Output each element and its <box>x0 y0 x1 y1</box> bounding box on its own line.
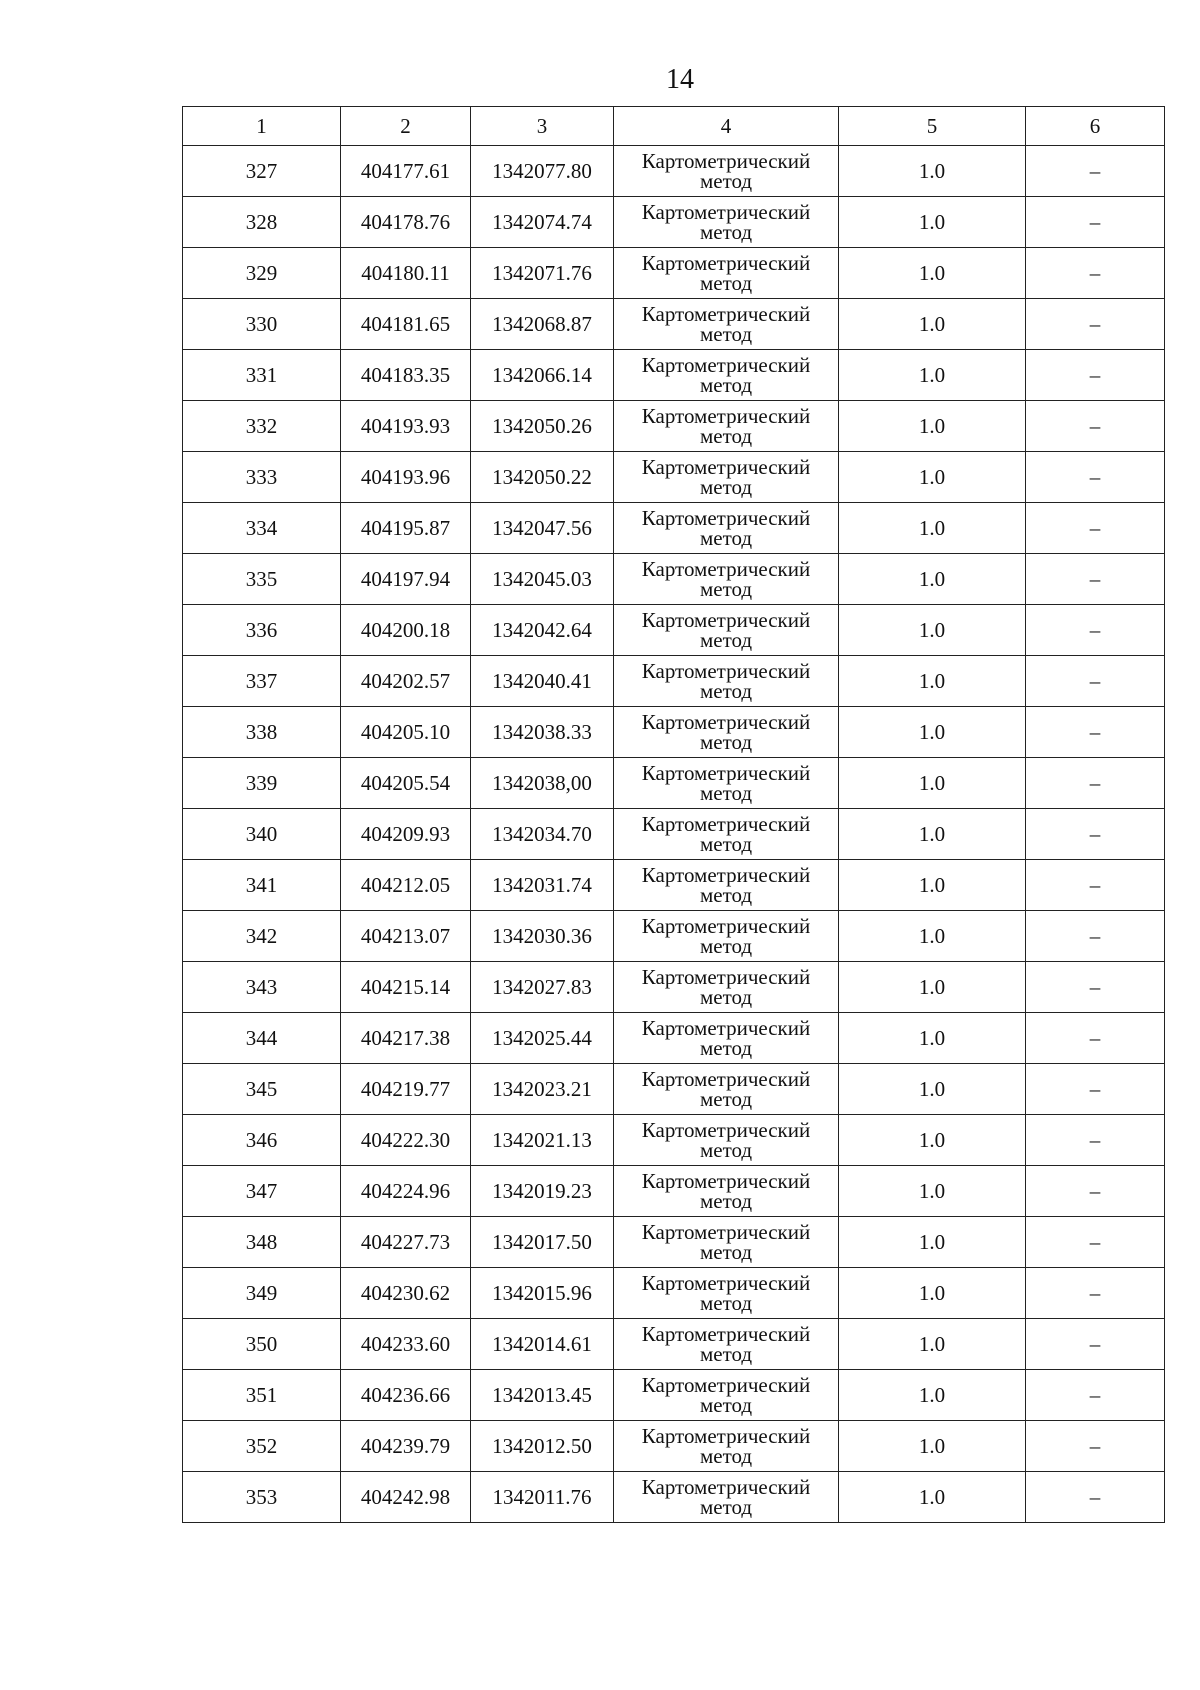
method-cell <box>614 758 839 809</box>
x-coordinate-cell: 404193.96 <box>341 452 471 503</box>
x-coordinate-cell: 404209.93 <box>341 809 471 860</box>
method-line-1: Картометрический <box>641 404 811 428</box>
y-coordinate-cell: 1342066.14 <box>471 350 614 401</box>
method-cell <box>614 1421 839 1472</box>
method-line-1: Картометрический <box>641 761 811 785</box>
method-line-1: Картометрический <box>641 1424 811 1448</box>
x-coordinate-cell: 404224.96 <box>341 1166 471 1217</box>
accuracy-cell: 1.0 <box>839 350 1026 401</box>
method-cell <box>614 1217 839 1268</box>
table-row <box>183 350 1165 401</box>
x-coordinate-cell: 404200.18 <box>341 605 471 656</box>
point-number-cell: 334 <box>183 503 341 554</box>
column-header-5: 5 <box>839 107 1026 146</box>
table-row <box>183 1013 1165 1064</box>
accuracy-cell: 1.0 <box>839 1421 1026 1472</box>
description-cell: – <box>1026 554 1165 605</box>
method-cell <box>614 809 839 860</box>
method-cell <box>614 911 839 962</box>
point-number-cell: 340 <box>183 809 341 860</box>
method-line-2: метод <box>699 934 753 958</box>
method-line-2: метод <box>699 1087 753 1111</box>
method-cell <box>614 248 839 299</box>
description-cell: – <box>1026 1472 1165 1523</box>
description-cell: – <box>1026 452 1165 503</box>
method-line-2: метод <box>699 169 753 193</box>
x-coordinate-cell: 404205.54 <box>341 758 471 809</box>
method-line-1: Картометрический <box>641 1067 811 1091</box>
method-line-1: Картометрический <box>641 149 811 173</box>
y-coordinate-cell: 1342011.76 <box>471 1472 614 1523</box>
method-line-2: метод <box>699 1138 753 1162</box>
y-coordinate-cell: 1342038,00 <box>471 758 614 809</box>
table-row <box>183 1217 1165 1268</box>
accuracy-cell: 1.0 <box>839 146 1026 197</box>
accuracy-cell: 1.0 <box>839 1319 1026 1370</box>
description-cell: – <box>1026 401 1165 452</box>
method-cell <box>614 1472 839 1523</box>
description-cell: – <box>1026 1268 1165 1319</box>
y-coordinate-cell: 1342031.74 <box>471 860 614 911</box>
method-cell <box>614 554 839 605</box>
accuracy-cell: 1.0 <box>839 299 1026 350</box>
accuracy-cell: 1.0 <box>839 1268 1026 1319</box>
point-number-cell: 331 <box>183 350 341 401</box>
method-line-2: метод <box>699 679 753 703</box>
description-cell: – <box>1026 146 1165 197</box>
y-coordinate-cell: 1342015.96 <box>471 1268 614 1319</box>
method-line-2: метод <box>699 526 753 550</box>
y-coordinate-cell: 1342034.70 <box>471 809 614 860</box>
method-cell <box>614 1013 839 1064</box>
method-line-2: метод <box>699 985 753 1009</box>
x-coordinate-cell: 404233.60 <box>341 1319 471 1370</box>
method-cell <box>614 350 839 401</box>
accuracy-cell: 1.0 <box>839 554 1026 605</box>
method-cell <box>614 656 839 707</box>
y-coordinate-cell: 1342042.64 <box>471 605 614 656</box>
y-coordinate-cell: 1342019.23 <box>471 1166 614 1217</box>
method-line-2: метод <box>699 730 753 754</box>
method-line-1: Картометрический <box>641 659 811 683</box>
y-coordinate-cell: 1342013.45 <box>471 1370 614 1421</box>
x-coordinate-cell: 404242.98 <box>341 1472 471 1523</box>
table-row <box>183 299 1165 350</box>
method-cell <box>614 1268 839 1319</box>
method-cell <box>614 707 839 758</box>
table-row <box>183 605 1165 656</box>
method-line-1: Картометрический <box>641 1220 811 1244</box>
y-coordinate-cell: 1342045.03 <box>471 554 614 605</box>
accuracy-cell: 1.0 <box>839 1064 1026 1115</box>
method-line-1: Картометрический <box>641 812 811 836</box>
table-row <box>183 1421 1165 1472</box>
method-line-1: Картометрический <box>641 353 811 377</box>
method-line-1: Картометрический <box>641 455 811 479</box>
description-cell: – <box>1026 299 1165 350</box>
method-cell <box>614 299 839 350</box>
accuracy-cell: 1.0 <box>839 1370 1026 1421</box>
point-number-cell: 328 <box>183 197 341 248</box>
method-line-2: метод <box>699 1291 753 1315</box>
description-cell: – <box>1026 707 1165 758</box>
y-coordinate-cell: 1342074.74 <box>471 197 614 248</box>
table-row <box>183 1319 1165 1370</box>
point-number-cell: 353 <box>183 1472 341 1523</box>
point-number-cell: 346 <box>183 1115 341 1166</box>
method-line-2: метод <box>699 1393 753 1417</box>
description-cell: – <box>1026 860 1165 911</box>
y-coordinate-cell: 1342040.41 <box>471 656 614 707</box>
description-cell: – <box>1026 1217 1165 1268</box>
method-line-2: метод <box>699 271 753 295</box>
description-cell: – <box>1026 911 1165 962</box>
description-cell: – <box>1026 962 1165 1013</box>
x-coordinate-cell: 404195.87 <box>341 503 471 554</box>
point-number-cell: 342 <box>183 911 341 962</box>
table-row <box>183 503 1165 554</box>
x-coordinate-cell: 404202.57 <box>341 656 471 707</box>
description-cell: – <box>1026 1421 1165 1472</box>
x-coordinate-cell: 404212.05 <box>341 860 471 911</box>
table-row <box>183 1064 1165 1115</box>
accuracy-cell: 1.0 <box>839 1115 1026 1166</box>
accuracy-cell: 1.0 <box>839 962 1026 1013</box>
accuracy-cell: 1.0 <box>839 758 1026 809</box>
method-cell <box>614 452 839 503</box>
method-line-2: метод <box>699 1189 753 1213</box>
x-coordinate-cell: 404230.62 <box>341 1268 471 1319</box>
description-cell: – <box>1026 1166 1165 1217</box>
point-number-cell: 335 <box>183 554 341 605</box>
x-coordinate-cell: 404215.14 <box>341 962 471 1013</box>
point-number-cell: 345 <box>183 1064 341 1115</box>
accuracy-cell: 1.0 <box>839 860 1026 911</box>
method-cell <box>614 197 839 248</box>
y-coordinate-cell: 1342071.76 <box>471 248 614 299</box>
x-coordinate-cell: 404239.79 <box>341 1421 471 1472</box>
accuracy-cell: 1.0 <box>839 1166 1026 1217</box>
method-line-1: Картометрический <box>641 251 811 275</box>
method-line-2: метод <box>699 1495 753 1519</box>
accuracy-cell: 1.0 <box>839 1217 1026 1268</box>
accuracy-cell: 1.0 <box>839 809 1026 860</box>
y-coordinate-cell: 1342030.36 <box>471 911 614 962</box>
method-line-2: метод <box>699 475 753 499</box>
page-number: 14 <box>666 64 694 95</box>
method-line-1: Картометрический <box>641 608 811 632</box>
accuracy-cell: 1.0 <box>839 401 1026 452</box>
y-coordinate-cell: 1342012.50 <box>471 1421 614 1472</box>
column-header-2: 2 <box>341 107 471 146</box>
y-coordinate-cell: 1342017.50 <box>471 1217 614 1268</box>
table-header-row <box>183 107 1165 146</box>
table-row <box>183 860 1165 911</box>
method-line-1: Картометрический <box>641 200 811 224</box>
method-line-1: Картометрический <box>641 914 811 938</box>
table-row <box>183 758 1165 809</box>
method-line-1: Картометрический <box>641 557 811 581</box>
accuracy-cell: 1.0 <box>839 248 1026 299</box>
method-cell <box>614 146 839 197</box>
point-number-cell: 330 <box>183 299 341 350</box>
x-coordinate-cell: 404178.76 <box>341 197 471 248</box>
table-row <box>183 962 1165 1013</box>
method-cell <box>614 1115 839 1166</box>
table-row <box>183 1115 1165 1166</box>
y-coordinate-cell: 1342068.87 <box>471 299 614 350</box>
method-line-2: метод <box>699 1036 753 1060</box>
method-cell <box>614 1319 839 1370</box>
method-line-1: Картометрический <box>641 1373 811 1397</box>
point-number-cell: 341 <box>183 860 341 911</box>
description-cell: – <box>1026 248 1165 299</box>
accuracy-cell: 1.0 <box>839 1472 1026 1523</box>
method-cell <box>614 860 839 911</box>
accuracy-cell: 1.0 <box>839 911 1026 962</box>
y-coordinate-cell: 1342047.56 <box>471 503 614 554</box>
coordinates-table <box>182 106 1165 1523</box>
table-row <box>183 401 1165 452</box>
method-line-1: Картометрический <box>641 965 811 989</box>
description-cell: – <box>1026 1013 1165 1064</box>
point-number-cell: 350 <box>183 1319 341 1370</box>
point-number-cell: 337 <box>183 656 341 707</box>
method-line-1: Картометрический <box>641 1271 811 1295</box>
y-coordinate-cell: 1342038.33 <box>471 707 614 758</box>
x-coordinate-cell: 404222.30 <box>341 1115 471 1166</box>
method-line-2: метод <box>699 322 753 346</box>
x-coordinate-cell: 404197.94 <box>341 554 471 605</box>
accuracy-cell: 1.0 <box>839 605 1026 656</box>
point-number-cell: 338 <box>183 707 341 758</box>
accuracy-cell: 1.0 <box>839 197 1026 248</box>
method-line-1: Картометрический <box>641 1118 811 1142</box>
description-cell: – <box>1026 1370 1165 1421</box>
description-cell: – <box>1026 809 1165 860</box>
table-row <box>183 707 1165 758</box>
point-number-cell: 327 <box>183 146 341 197</box>
y-coordinate-cell: 1342023.21 <box>471 1064 614 1115</box>
x-coordinate-cell: 404227.73 <box>341 1217 471 1268</box>
table-row <box>183 554 1165 605</box>
method-cell <box>614 1166 839 1217</box>
point-number-cell: 351 <box>183 1370 341 1421</box>
table-row <box>183 911 1165 962</box>
method-line-2: метод <box>699 781 753 805</box>
description-cell: – <box>1026 1319 1165 1370</box>
method-line-2: метод <box>699 220 753 244</box>
table-row <box>183 656 1165 707</box>
method-line-1: Картометрический <box>641 302 811 326</box>
y-coordinate-cell: 1342050.26 <box>471 401 614 452</box>
point-number-cell: 344 <box>183 1013 341 1064</box>
point-number-cell: 343 <box>183 962 341 1013</box>
x-coordinate-cell: 404205.10 <box>341 707 471 758</box>
description-cell: – <box>1026 1115 1165 1166</box>
method-cell <box>614 401 839 452</box>
accuracy-cell: 1.0 <box>839 707 1026 758</box>
table-row <box>183 146 1165 197</box>
table-row <box>183 1370 1165 1421</box>
description-cell: – <box>1026 503 1165 554</box>
point-number-cell: 349 <box>183 1268 341 1319</box>
method-line-1: Картометрический <box>641 1016 811 1040</box>
x-coordinate-cell: 404236.66 <box>341 1370 471 1421</box>
table-body <box>183 146 1165 1523</box>
point-number-cell: 339 <box>183 758 341 809</box>
point-number-cell: 333 <box>183 452 341 503</box>
column-header-1: 1 <box>183 107 341 146</box>
description-cell: – <box>1026 350 1165 401</box>
y-coordinate-cell: 1342050.22 <box>471 452 614 503</box>
table-row <box>183 197 1165 248</box>
method-line-1: Картометрический <box>641 1475 811 1499</box>
x-coordinate-cell: 404183.35 <box>341 350 471 401</box>
method-line-2: метод <box>699 832 753 856</box>
x-coordinate-cell: 404181.65 <box>341 299 471 350</box>
y-coordinate-cell: 1342025.44 <box>471 1013 614 1064</box>
point-number-cell: 352 <box>183 1421 341 1472</box>
method-line-2: метод <box>699 373 753 397</box>
y-coordinate-cell: 1342077.80 <box>471 146 614 197</box>
method-cell <box>614 503 839 554</box>
point-number-cell: 348 <box>183 1217 341 1268</box>
point-number-cell: 347 <box>183 1166 341 1217</box>
point-number-cell: 332 <box>183 401 341 452</box>
method-line-2: метод <box>699 883 753 907</box>
x-coordinate-cell: 404213.07 <box>341 911 471 962</box>
x-coordinate-cell: 404180.11 <box>341 248 471 299</box>
description-cell: – <box>1026 605 1165 656</box>
table-row <box>183 809 1165 860</box>
table-row <box>183 248 1165 299</box>
method-line-1: Картометрический <box>641 1169 811 1193</box>
table-row <box>183 1166 1165 1217</box>
method-line-1: Картометрический <box>641 710 811 734</box>
x-coordinate-cell: 404217.38 <box>341 1013 471 1064</box>
accuracy-cell: 1.0 <box>839 656 1026 707</box>
table-row <box>183 1268 1165 1319</box>
method-line-1: Картометрический <box>641 863 811 887</box>
method-cell <box>614 605 839 656</box>
column-header-6: 6 <box>1026 107 1165 146</box>
x-coordinate-cell: 404177.61 <box>341 146 471 197</box>
method-line-2: метод <box>699 1240 753 1264</box>
table-row <box>183 452 1165 503</box>
method-line-2: метод <box>699 577 753 601</box>
x-coordinate-cell: 404193.93 <box>341 401 471 452</box>
method-line-2: метод <box>699 1444 753 1468</box>
method-line-1: Картометрический <box>641 1322 811 1346</box>
method-cell <box>614 1064 839 1115</box>
y-coordinate-cell: 1342021.13 <box>471 1115 614 1166</box>
method-cell <box>614 962 839 1013</box>
table-row <box>183 1472 1165 1523</box>
y-coordinate-cell: 1342014.61 <box>471 1319 614 1370</box>
description-cell: – <box>1026 197 1165 248</box>
point-number-cell: 329 <box>183 248 341 299</box>
accuracy-cell: 1.0 <box>839 452 1026 503</box>
accuracy-cell: 1.0 <box>839 1013 1026 1064</box>
description-cell: – <box>1026 758 1165 809</box>
accuracy-cell: 1.0 <box>839 503 1026 554</box>
y-coordinate-cell: 1342027.83 <box>471 962 614 1013</box>
description-cell: – <box>1026 1064 1165 1115</box>
x-coordinate-cell: 404219.77 <box>341 1064 471 1115</box>
method-line-2: метод <box>699 1342 753 1366</box>
method-cell <box>614 1370 839 1421</box>
column-header-4: 4 <box>614 107 839 146</box>
column-header-3: 3 <box>471 107 614 146</box>
description-cell: – <box>1026 656 1165 707</box>
method-line-2: метод <box>699 424 753 448</box>
method-line-2: метод <box>699 628 753 652</box>
point-number-cell: 336 <box>183 605 341 656</box>
method-line-1: Картометрический <box>641 506 811 530</box>
